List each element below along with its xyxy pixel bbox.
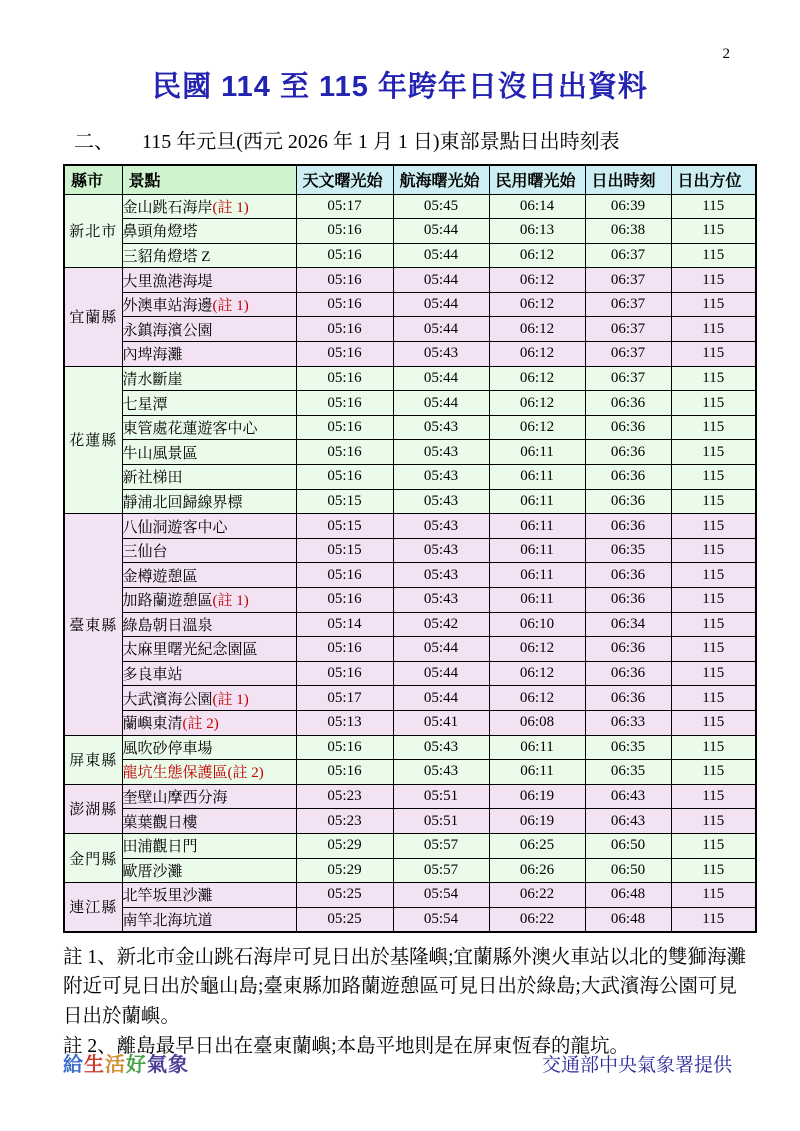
spot-cell — [122, 292, 296, 317]
spot-name: 蘭嶼東清 — [122, 716, 183, 733]
time-cell: 06:12 — [489, 268, 585, 293]
note-reference: (註 2) — [227, 765, 264, 782]
county-cell: 臺東縣 — [64, 514, 122, 735]
azimuth-cell: 115 — [671, 563, 756, 588]
table-row — [64, 366, 756, 391]
spot-cell — [122, 612, 296, 637]
time-cell: 05:16 — [296, 661, 393, 686]
time-cell: 06:37 — [585, 292, 671, 317]
time-cell: 05:14 — [296, 612, 393, 637]
time-cell: 05:43 — [393, 440, 489, 465]
time-cell: 05:16 — [296, 465, 393, 490]
note-reference: (註 1) — [212, 691, 249, 708]
table-row — [64, 514, 756, 539]
table-row — [64, 612, 756, 637]
table-row — [64, 588, 756, 613]
time-cell: 06:12 — [489, 366, 585, 391]
spot-cell — [122, 686, 296, 711]
time-cell: 05:25 — [296, 907, 393, 932]
spot-cell — [122, 858, 296, 883]
spot-name: 東管處花蓮遊客中心 — [122, 421, 258, 438]
azimuth-cell: 115 — [671, 784, 756, 809]
note-reference: (註 1) — [212, 593, 249, 610]
weather-slogan — [63, 1048, 189, 1077]
azimuth-cell: 115 — [671, 809, 756, 834]
time-cell: 05:15 — [296, 538, 393, 563]
spot-cell — [122, 366, 296, 391]
time-cell: 06:11 — [489, 735, 585, 760]
spot-cell — [122, 194, 296, 219]
azimuth-cell: 115 — [671, 588, 756, 613]
time-cell: 06:11 — [489, 588, 585, 613]
time-cell: 05:44 — [393, 243, 489, 268]
time-cell: 06:19 — [489, 784, 585, 809]
azimuth-cell: 115 — [671, 243, 756, 268]
table-row — [64, 883, 756, 908]
time-cell: 05:57 — [393, 833, 489, 858]
table-row — [64, 440, 756, 465]
time-cell: 06:12 — [489, 243, 585, 268]
azimuth-cell: 115 — [671, 292, 756, 317]
azimuth-cell: 115 — [671, 710, 756, 735]
time-cell: 06:37 — [585, 317, 671, 342]
azimuth-cell: 115 — [671, 538, 756, 563]
table-row — [64, 489, 756, 514]
time-cell: 05:43 — [393, 538, 489, 563]
table-row — [64, 538, 756, 563]
spot-name: 大里漁港海堤 — [122, 273, 213, 290]
time-cell: 05:51 — [393, 784, 489, 809]
table-body — [64, 194, 756, 932]
time-cell: 06:11 — [489, 489, 585, 514]
azimuth-cell: 115 — [671, 612, 756, 637]
table-header-row — [64, 165, 756, 194]
spot-name: 北竿坂里沙灘 — [122, 888, 213, 905]
time-cell: 06:36 — [585, 563, 671, 588]
spot-name: 七星潭 — [122, 396, 168, 413]
note-reference: (註 1) — [212, 199, 249, 216]
time-cell: 06:36 — [585, 686, 671, 711]
azimuth-cell: 115 — [671, 637, 756, 662]
time-cell: 05:16 — [296, 391, 393, 416]
table-row — [64, 342, 756, 367]
time-cell: 05:16 — [296, 760, 393, 785]
time-cell: 06:50 — [585, 858, 671, 883]
county-cell: 宜蘭縣 — [64, 268, 122, 366]
time-cell: 06:12 — [489, 317, 585, 342]
time-cell: 06:36 — [585, 415, 671, 440]
time-cell: 05:16 — [296, 317, 393, 342]
time-cell: 05:23 — [296, 809, 393, 834]
time-cell: 06:12 — [489, 661, 585, 686]
time-cell: 06:22 — [489, 907, 585, 932]
azimuth-cell: 115 — [671, 883, 756, 908]
spot-cell — [122, 883, 296, 908]
azimuth-cell: 115 — [671, 391, 756, 416]
time-cell: 05:51 — [393, 809, 489, 834]
county-cell: 金門縣 — [64, 833, 122, 882]
time-cell: 05:57 — [393, 858, 489, 883]
table-row — [64, 637, 756, 662]
table-row — [64, 268, 756, 293]
note-reference: (註 2) — [182, 716, 219, 733]
time-cell: 06:39 — [585, 194, 671, 219]
azimuth-cell: 115 — [671, 686, 756, 711]
spot-name: 鼻頭角燈塔 — [122, 224, 198, 241]
time-cell: 06:50 — [585, 833, 671, 858]
time-cell: 06:36 — [585, 637, 671, 662]
table-row — [64, 760, 756, 785]
time-cell: 05:43 — [393, 735, 489, 760]
time-cell: 05:44 — [393, 219, 489, 244]
azimuth-cell: 115 — [671, 735, 756, 760]
slogan-character: 生 — [84, 1054, 105, 1076]
spot-cell — [122, 710, 296, 735]
spot-name: 菓葉觀日樓 — [122, 814, 198, 831]
county-cell: 連江縣 — [64, 883, 122, 932]
time-cell: 05:43 — [393, 465, 489, 490]
time-cell: 05:15 — [296, 489, 393, 514]
spot-cell — [122, 489, 296, 514]
time-cell: 06:11 — [489, 760, 585, 785]
table-row — [64, 686, 756, 711]
time-cell: 06:36 — [585, 588, 671, 613]
spot-cell — [122, 760, 296, 785]
azimuth-cell: 115 — [671, 317, 756, 342]
time-cell: 06:12 — [489, 342, 585, 367]
time-cell: 06:12 — [489, 292, 585, 317]
spot-name: 奎壁山摩西分海 — [122, 790, 228, 807]
time-cell: 05:54 — [393, 883, 489, 908]
spot-name: 金山跳石海岸 — [122, 199, 213, 216]
spot-cell — [122, 342, 296, 367]
azimuth-cell: 115 — [671, 465, 756, 490]
time-cell: 05:44 — [393, 292, 489, 317]
time-cell: 05:16 — [296, 366, 393, 391]
time-cell: 06:48 — [585, 883, 671, 908]
table-row — [64, 219, 756, 244]
table-header — [64, 165, 756, 194]
time-cell: 05:43 — [393, 342, 489, 367]
time-cell: 06:11 — [489, 465, 585, 490]
time-cell: 05:44 — [393, 317, 489, 342]
time-cell: 05:43 — [393, 489, 489, 514]
spot-name: 龍坑生態保護區 — [122, 765, 228, 782]
azimuth-cell: 115 — [671, 342, 756, 367]
spot-name: 內埤海灘 — [122, 347, 183, 364]
spot-cell — [122, 317, 296, 342]
spot-cell — [122, 440, 296, 465]
time-cell: 06:34 — [585, 612, 671, 637]
spot-cell — [122, 219, 296, 244]
table-row — [64, 809, 756, 834]
column-header: 縣市 — [64, 165, 122, 194]
spot-name: 三貂角燈塔 Z — [122, 248, 211, 265]
table-row — [64, 391, 756, 416]
county-cell: 新北市 — [64, 194, 122, 268]
slogan-character: 象 — [168, 1054, 189, 1076]
spot-cell — [122, 563, 296, 588]
time-cell: 06:25 — [489, 833, 585, 858]
spot-name: 歐厝沙灘 — [122, 863, 183, 880]
time-cell: 05:16 — [296, 292, 393, 317]
table-row — [64, 243, 756, 268]
spot-name: 風吹砂停車場 — [122, 740, 213, 757]
spot-name: 加路蘭遊憩區 — [122, 593, 213, 610]
sunrise-times-table — [63, 164, 757, 933]
azimuth-cell: 115 — [671, 366, 756, 391]
time-cell: 05:54 — [393, 907, 489, 932]
spot-cell — [122, 268, 296, 293]
azimuth-cell: 115 — [671, 760, 756, 785]
provider-credit: 交通部中央氣象署提供 — [541, 1055, 732, 1076]
time-cell: 05:44 — [393, 637, 489, 662]
spot-cell — [122, 907, 296, 932]
spot-name: 牛山風景區 — [122, 445, 198, 462]
spot-name: 靜浦北回歸線界標 — [122, 494, 243, 511]
spot-name: 金樽遊憩區 — [122, 568, 198, 585]
slogan-character: 氣 — [147, 1054, 168, 1076]
time-cell: 06:35 — [585, 760, 671, 785]
time-cell: 05:16 — [296, 219, 393, 244]
time-cell: 05:44 — [393, 686, 489, 711]
slogan-character: 給 — [63, 1054, 84, 1076]
spot-name: 綠島朝日溫泉 — [122, 617, 213, 634]
time-cell: 06:12 — [489, 391, 585, 416]
time-cell: 06:38 — [585, 219, 671, 244]
azimuth-cell: 115 — [671, 833, 756, 858]
spot-cell — [122, 637, 296, 662]
column-header: 航海曙光始 — [393, 165, 489, 194]
spot-cell — [122, 833, 296, 858]
time-cell: 06:43 — [585, 784, 671, 809]
spot-cell — [122, 465, 296, 490]
time-cell: 05:44 — [393, 366, 489, 391]
time-cell: 05:45 — [393, 194, 489, 219]
table-row — [64, 784, 756, 809]
footnote-1: 註 1、新北市金山跳石海岸可見日出於基隆嶼;宜蘭縣外澳火車站以北的雙獅海灘附近可見日出於龜山島;臺東縣加路蘭遊憩區可見日出於綠島;大武濱海公園可見日出於蘭嶼。 — [63, 946, 747, 1028]
time-cell: 06:35 — [585, 538, 671, 563]
spot-cell — [122, 735, 296, 760]
time-cell: 05:16 — [296, 440, 393, 465]
footnote-2: 註 2、離島最早日出在臺東蘭嶼;本島平地則是在屏東恆春的龍坑。 — [63, 1035, 630, 1057]
time-cell: 05:16 — [296, 735, 393, 760]
time-cell: 06:12 — [489, 415, 585, 440]
time-cell: 06:11 — [489, 440, 585, 465]
time-cell: 05:41 — [393, 710, 489, 735]
time-cell: 05:16 — [296, 588, 393, 613]
spot-name: 新社梯田 — [122, 470, 183, 487]
spot-cell — [122, 784, 296, 809]
time-cell: 06:26 — [489, 858, 585, 883]
note-reference: (註 1) — [212, 298, 249, 315]
time-cell: 06:36 — [585, 440, 671, 465]
time-cell: 05:44 — [393, 661, 489, 686]
table-row — [64, 661, 756, 686]
time-cell: 06:37 — [585, 366, 671, 391]
spot-cell — [122, 588, 296, 613]
time-cell: 06:14 — [489, 194, 585, 219]
time-cell: 06:11 — [489, 563, 585, 588]
time-cell: 06:48 — [585, 907, 671, 932]
time-cell: 05:43 — [393, 563, 489, 588]
spot-cell — [122, 415, 296, 440]
section-subtitle-text: 115 年元旦(西元 2026 年 1 月 1 日)東部景點日出時刻表 — [142, 131, 620, 153]
table-row — [64, 292, 756, 317]
time-cell: 06:12 — [489, 637, 585, 662]
azimuth-cell: 115 — [671, 661, 756, 686]
time-cell: 05:29 — [296, 858, 393, 883]
time-cell: 05:16 — [296, 637, 393, 662]
time-cell: 06:36 — [585, 661, 671, 686]
spot-cell — [122, 661, 296, 686]
time-cell: 05:44 — [393, 268, 489, 293]
spot-name: 清水斷崖 — [122, 371, 183, 388]
time-cell: 05:42 — [393, 612, 489, 637]
spot-name: 外澳車站海邊 — [122, 298, 213, 315]
time-cell: 05:44 — [393, 391, 489, 416]
county-cell: 花蓮縣 — [64, 366, 122, 514]
time-cell: 05:43 — [393, 760, 489, 785]
time-cell: 05:23 — [296, 784, 393, 809]
time-cell: 06:37 — [585, 243, 671, 268]
county-cell: 澎湖縣 — [64, 784, 122, 833]
spot-name: 三仙台 — [122, 544, 168, 561]
table-row — [64, 907, 756, 932]
spot-name: 多良車站 — [122, 667, 183, 684]
azimuth-cell: 115 — [671, 514, 756, 539]
time-cell: 06:36 — [585, 391, 671, 416]
table-row — [64, 317, 756, 342]
time-cell: 05:25 — [296, 883, 393, 908]
time-cell: 05:13 — [296, 710, 393, 735]
spot-cell — [122, 391, 296, 416]
azimuth-cell: 115 — [671, 907, 756, 932]
time-cell: 06:08 — [489, 710, 585, 735]
time-cell: 05:43 — [393, 415, 489, 440]
table-row — [64, 710, 756, 735]
azimuth-cell: 115 — [671, 219, 756, 244]
spot-cell — [122, 514, 296, 539]
azimuth-cell: 115 — [671, 858, 756, 883]
time-cell: 06:36 — [585, 514, 671, 539]
time-cell: 05:17 — [296, 686, 393, 711]
table-row — [64, 858, 756, 883]
time-cell: 06:33 — [585, 710, 671, 735]
page-title: 民國 114 至 115 年跨年日沒日出資料 — [152, 71, 648, 103]
time-cell: 06:11 — [489, 514, 585, 539]
time-cell: 06:37 — [585, 342, 671, 367]
azimuth-cell: 115 — [671, 194, 756, 219]
table-row — [64, 563, 756, 588]
section-subtitle — [74, 125, 800, 154]
time-cell: 05:43 — [393, 514, 489, 539]
time-cell: 06:10 — [489, 612, 585, 637]
table-row — [64, 194, 756, 219]
spot-name: 永鎮海濱公園 — [122, 322, 213, 339]
slogan-character: 好 — [126, 1054, 147, 1076]
time-cell: 05:16 — [296, 243, 393, 268]
section-index: 二、 — [74, 131, 114, 153]
spot-name: 大武濱海公園 — [122, 691, 213, 708]
slogan-character: 活 — [105, 1054, 126, 1076]
time-cell: 05:16 — [296, 268, 393, 293]
spot-name: 南竿北海坑道 — [122, 912, 213, 929]
page-number: 2 — [722, 46, 730, 62]
spot-name: 田浦觀日門 — [122, 839, 198, 856]
column-header: 日出方位 — [671, 165, 756, 194]
time-cell: 06:13 — [489, 219, 585, 244]
table-row — [64, 415, 756, 440]
table-row — [64, 465, 756, 490]
time-cell: 06:22 — [489, 883, 585, 908]
time-cell: 06:37 — [585, 268, 671, 293]
spot-cell — [122, 538, 296, 563]
spot-name: 八仙洞遊客中心 — [122, 519, 228, 536]
column-header: 天文曙光始 — [296, 165, 393, 194]
time-cell: 06:11 — [489, 538, 585, 563]
time-cell: 05:15 — [296, 514, 393, 539]
azimuth-cell: 115 — [671, 268, 756, 293]
time-cell: 05:43 — [393, 588, 489, 613]
footnotes — [63, 943, 749, 1062]
time-cell: 06:36 — [585, 465, 671, 490]
time-cell: 05:16 — [296, 563, 393, 588]
column-header: 日出時刻 — [585, 165, 671, 194]
time-cell: 05:29 — [296, 833, 393, 858]
time-cell: 06:19 — [489, 809, 585, 834]
time-cell: 06:43 — [585, 809, 671, 834]
spot-name: 太麻里曙光紀念園區 — [122, 642, 258, 659]
county-cell: 屏東縣 — [64, 735, 122, 784]
azimuth-cell: 115 — [671, 440, 756, 465]
spot-cell — [122, 809, 296, 834]
page-footer — [63, 1048, 732, 1077]
time-cell: 06:12 — [489, 686, 585, 711]
column-header: 景點 — [122, 165, 296, 194]
time-cell: 05:17 — [296, 194, 393, 219]
time-cell: 05:16 — [296, 342, 393, 367]
table-row — [64, 833, 756, 858]
time-cell: 05:16 — [296, 415, 393, 440]
column-header: 民用曙光始 — [489, 165, 585, 194]
time-cell: 06:35 — [585, 735, 671, 760]
azimuth-cell: 115 — [671, 415, 756, 440]
azimuth-cell: 115 — [671, 489, 756, 514]
time-cell: 06:36 — [585, 489, 671, 514]
spot-cell — [122, 243, 296, 268]
table-row — [64, 735, 756, 760]
